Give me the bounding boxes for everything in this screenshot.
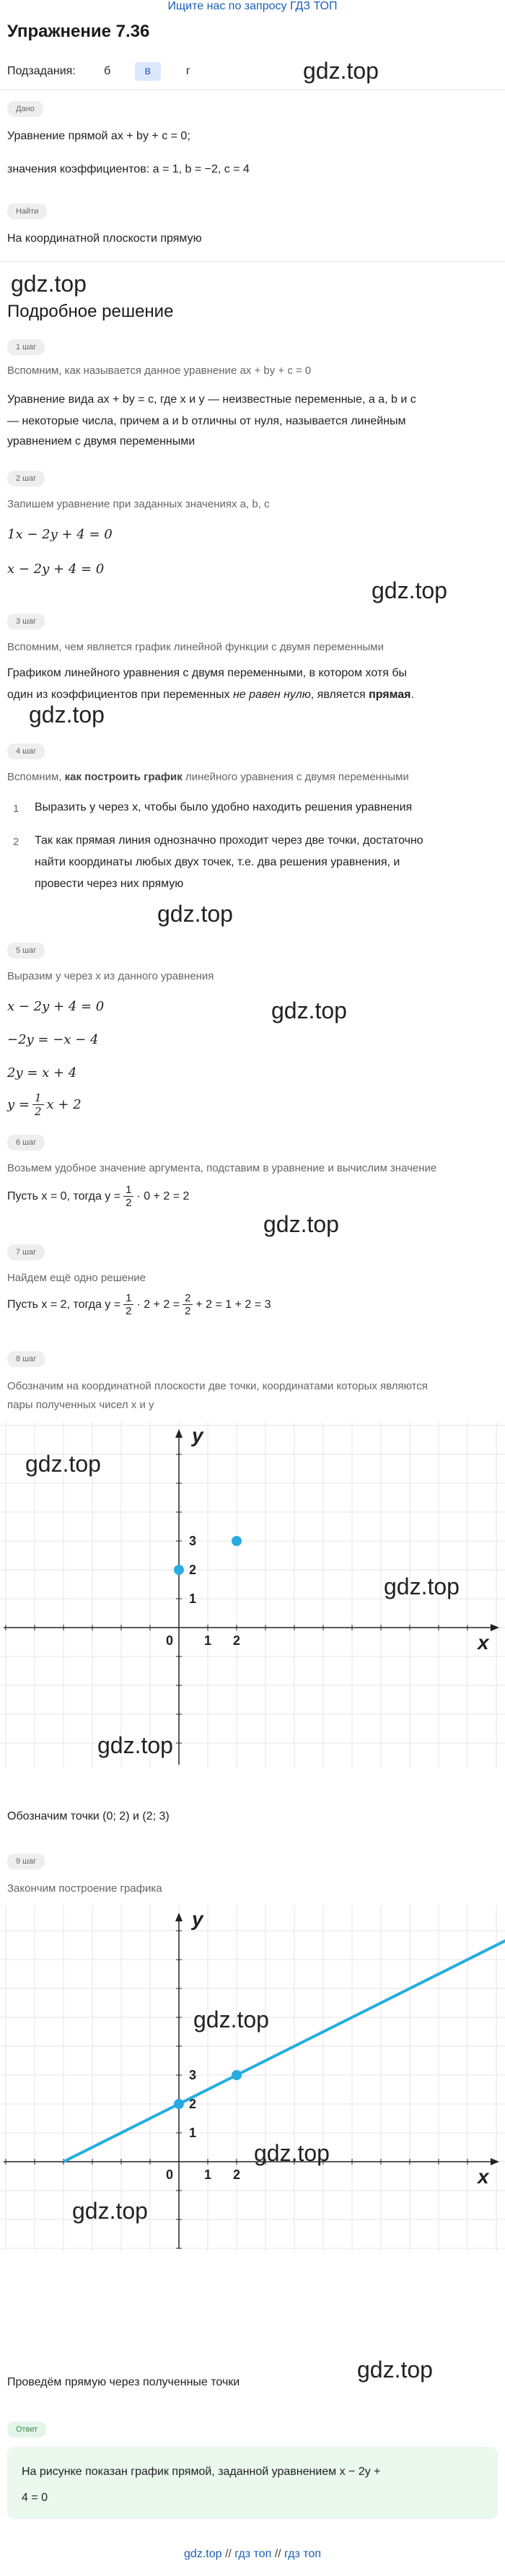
given-tag: Дано <box>7 101 43 117</box>
step-8-tag: 8 шаг <box>7 1351 45 1367</box>
step-5-hint: Выразим y через x из данного уравнения <box>7 970 214 982</box>
step-6-text <box>7 1184 189 1209</box>
fraction-denominator: 2 <box>123 1304 133 1317</box>
fraction-denominator: 2 <box>123 1196 133 1209</box>
x-tick-label: 2 <box>233 2167 241 2182</box>
watermark: gdz.top <box>193 2007 269 2033</box>
step-5-eq-2: −2y = −x − 4 <box>7 1032 99 1047</box>
data-point <box>232 1536 242 1546</box>
y-tick-label: 2 <box>189 2097 197 2111</box>
step-3-text-2 <box>7 689 414 702</box>
step-2-eq-1: 1x − 2y + 4 = 0 <box>7 527 113 542</box>
step-4-item-2-line-2: найти координаты любых двух точек, т.е. два решения уравнения, и <box>35 856 400 868</box>
data-point <box>174 1565 184 1575</box>
watermark: gdz.top <box>357 2357 433 2383</box>
watermark: gdz.top <box>29 702 105 728</box>
step-3-text-1: Графиком линейного уравнения с двумя переменными, в котором хотя бы <box>7 667 407 679</box>
step-2-hint: Запишем уравнение при заданных значениях a, b, c <box>7 498 270 510</box>
step-3-tag: 3 шаг <box>7 614 45 629</box>
step-3-bold: прямая <box>369 689 411 701</box>
data-point <box>232 2070 242 2080</box>
subtasks-row <box>7 62 216 81</box>
step-4-hint <box>7 771 409 783</box>
step-3-hint: Вспомним, чем является график линейной функции с двумя переменными <box>7 641 384 653</box>
step-3-text-2a: один из коэффициентов при переменных <box>7 689 233 701</box>
watermark: gdz.top <box>97 1732 173 1758</box>
step-9-hint: Закончим построение графика <box>7 1882 162 1895</box>
step-7-text-a: Пусть x = 2, тогда y = <box>7 1298 121 1311</box>
watermark: gdz.top <box>11 271 87 297</box>
y-axis-label: y <box>192 1424 203 1446</box>
x-axis-label: x <box>478 1631 489 1654</box>
footer-separator: // <box>224 2548 232 2560</box>
step-4-item-1: Выразить y через x, чтобы было удобно находить решения уравнения <box>35 801 413 813</box>
y-tick-label: 1 <box>189 1592 197 1606</box>
fraction-numerator: 1 <box>126 1184 132 1196</box>
answer-tag: Ответ <box>7 2422 46 2437</box>
x-tick-label: 1 <box>204 2167 212 2182</box>
step-6-tag: 6 шаг <box>7 1135 45 1151</box>
subtask-tab-g[interactable]: г <box>185 65 190 77</box>
watermark: gdz.top <box>72 2198 148 2224</box>
y-axis-label: y <box>192 1908 203 1930</box>
step-5-eq-4b: x + 2 <box>46 1097 82 1112</box>
step-1-text-1: Уравнение вида ax + by = c, где x и y — неизвестные переменные, а a, b и c <box>7 393 416 406</box>
y-tick-label: 2 <box>189 1563 197 1577</box>
footer-link-2[interactable]: гдз топ <box>234 2548 272 2560</box>
step-5-eq-1: x − 2y + 4 = 0 <box>7 999 105 1014</box>
answer-box <box>7 2447 498 2519</box>
divider <box>0 89 505 90</box>
watermark: gdz.top <box>271 997 347 1023</box>
given-line-1: Уравнение прямой ax + by + c = 0; <box>7 130 190 142</box>
step-6-text-a: Пусть x = 0, тогда y = <box>7 1189 121 1202</box>
divider <box>0 261 505 262</box>
step-7-tag: 7 шаг <box>7 1244 45 1260</box>
step-6-hint: Возьмем удобное значение аргумента, подставим в уравнение и вычислим значение <box>7 1162 437 1174</box>
fraction-numerator: 1 <box>34 1091 42 1104</box>
x-axis-arrow <box>491 1624 499 1631</box>
footer-link-3[interactable]: гдз топ <box>284 2548 321 2560</box>
step-4-hint-b: как построить график <box>64 771 183 783</box>
top-search-link[interactable]: Ищите нас по запросу ГДЗ ТОП <box>167 0 338 12</box>
watermark: gdz.top <box>157 901 233 927</box>
step-2-tag: 2 шаг <box>7 471 45 486</box>
step-4-item-2-line-1: Так как прямая линия однозначно проходит через две точки, достаточно <box>35 834 423 847</box>
footer-links <box>0 2548 505 2561</box>
step-3-emphasis: не равен нулю <box>232 689 311 701</box>
answer-line-1: На рисунке показан график прямой, заданной уравнением x − 2y + <box>22 2466 381 2478</box>
y-axis-arrow <box>175 1429 183 1438</box>
step-5-eq-3: 2y = x + 4 <box>7 1065 77 1080</box>
step-5-tag: 5 шаг <box>7 943 45 959</box>
y-tick-label: 3 <box>189 2068 197 2082</box>
x-tick-label: 2 <box>233 1633 241 1648</box>
step-4-hint-a: Вспомним, <box>7 771 65 783</box>
watermark: gdz.top <box>372 577 447 603</box>
step-8-caption: Обозначим точки (0; 2) и (2; 3) <box>7 1810 170 1822</box>
page-title: Упражнение 7.36 <box>7 22 150 41</box>
answer-line-2: 4 = 0 <box>22 2492 48 2504</box>
x-tick-label: 0 <box>166 1633 174 1648</box>
step-1-tag: 1 шаг <box>7 339 45 355</box>
fraction-denominator: 2 <box>32 1104 44 1118</box>
x-tick-label: 1 <box>204 1633 212 1648</box>
step-1-text-2: — некоторые числа, причем a и b отличны от нуля, называется линейным <box>7 415 406 427</box>
step-5-eq-4a: y = <box>7 1097 30 1112</box>
step-6-text-b: · 0 + 2 = 2 <box>136 1189 190 1202</box>
step-7-text <box>7 1292 271 1317</box>
find-text: На координатной плоскости прямую <box>7 232 202 245</box>
step-4-item-2-line-3: провести через них прямую <box>35 878 184 890</box>
watermark: gdz.top <box>263 1211 339 1237</box>
x-axis-arrow <box>491 2158 499 2165</box>
watermark: gdz.top <box>254 2140 330 2166</box>
step-1-text-3: уравнением с двумя переменными <box>7 435 196 447</box>
watermark: gdz.top <box>303 58 379 84</box>
subtasks-label: Подзадания: <box>7 65 76 77</box>
subtask-tab-b[interactable]: б <box>104 65 111 77</box>
step-7-text-b: · 2 + 2 = <box>136 1298 180 1311</box>
step-8-hint-2: пары полученных чисел x и y <box>7 1399 154 1411</box>
find-tag: Найти <box>7 204 47 219</box>
data-point <box>174 2099 184 2109</box>
y-tick-label: 3 <box>189 1534 197 1548</box>
given-line-2: значения коэффициентов: a = 1, b = −2, c = 4 <box>7 163 250 175</box>
step-5-eq-4 <box>7 1091 82 1118</box>
subtask-tab-v[interactable]: в <box>135 62 161 81</box>
y-axis-arrow <box>175 1913 183 1921</box>
step-8-hint-1: Обозначим на координатной плоскости две точки, координатами которых являются <box>7 1380 428 1392</box>
step-3-text-2c: , является <box>310 689 369 701</box>
y-tick-label: 1 <box>189 2126 197 2140</box>
footer-separator: // <box>274 2548 281 2560</box>
solution-title: Подробное решение <box>7 302 174 321</box>
step-4-list-number-1: 1 <box>13 803 19 815</box>
fraction-half <box>32 1091 44 1118</box>
footer-link-1[interactable]: gdz.top <box>184 2548 222 2560</box>
step-9-tag: 9 шаг <box>7 1854 45 1869</box>
step-9-caption: Проведём прямую через полученные точки <box>7 2376 240 2388</box>
watermark: gdz.top <box>384 1573 460 1599</box>
watermark: gdz.top <box>25 1451 101 1477</box>
x-axis-label: x <box>478 2165 489 2188</box>
fraction-denominator: 2 <box>183 1304 193 1317</box>
step-1-hint: Вспомним, как называется данное уравнение ax + by + c = 0 <box>7 364 312 377</box>
step-7-text-c: + 2 = 1 + 2 = 3 <box>196 1298 271 1311</box>
fraction-numerator: 1 <box>126 1292 132 1304</box>
step-7-hint: Найдем ещё одно решение <box>7 1272 146 1284</box>
fraction-half <box>123 1184 133 1209</box>
fraction-two-halves <box>183 1292 193 1317</box>
step-4-list-number-2: 2 <box>13 836 19 848</box>
step-4-tag: 4 шаг <box>7 743 45 759</box>
fraction-numerator: 2 <box>185 1292 191 1304</box>
step-4-hint-c: линейного уравнения с двумя переменными <box>182 771 409 783</box>
step-2-eq-2: x − 2y + 4 = 0 <box>7 562 105 577</box>
x-tick-label: 0 <box>166 2167 174 2182</box>
step-3-text-2e: . <box>410 689 414 701</box>
fraction-half <box>123 1292 133 1317</box>
